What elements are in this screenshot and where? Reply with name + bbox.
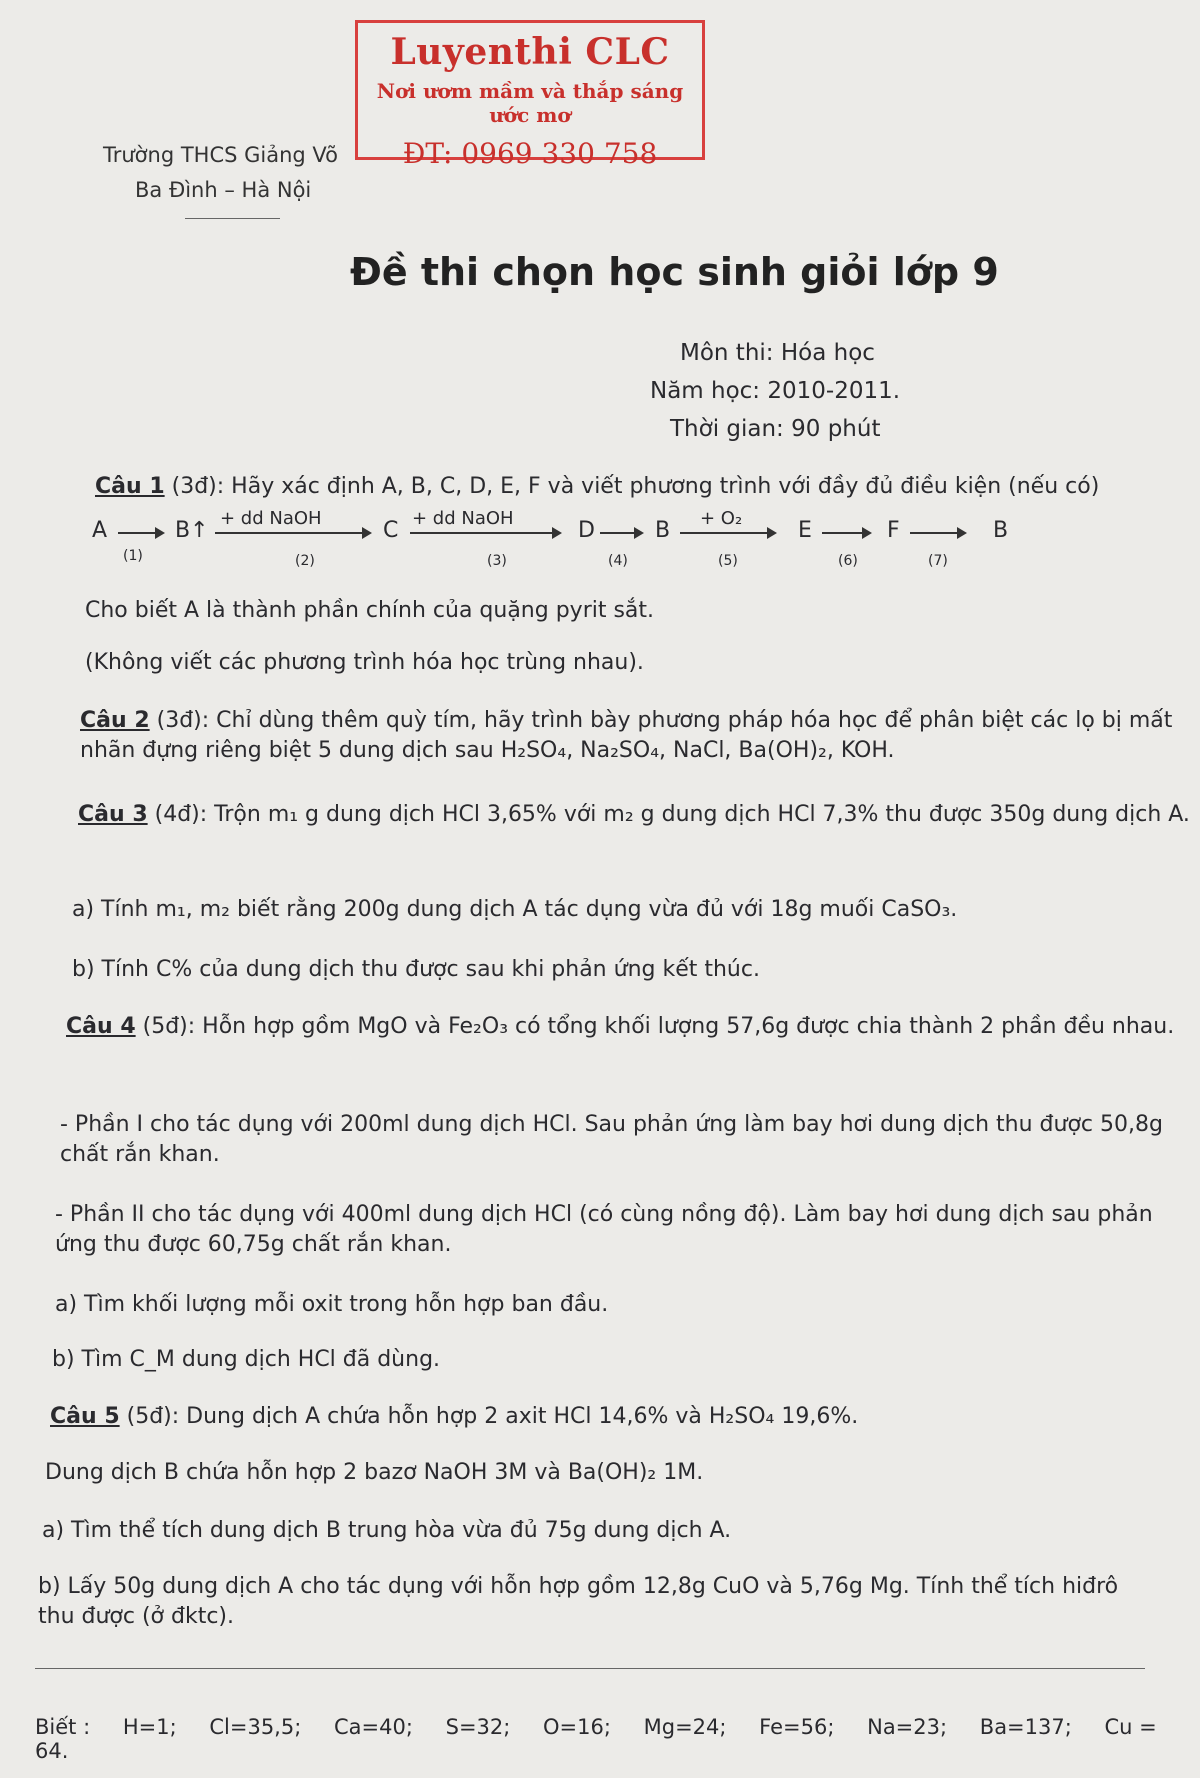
footer-divider xyxy=(35,1668,1145,1669)
mass-Cu: Cu = 64. xyxy=(35,1715,1157,1763)
chain-arrow-5 xyxy=(680,532,775,534)
q4-text: Hỗn hợp gồm MgO và Fe₂O₃ có tổng khối lượng 57,6g được chia thành 2 phần đều nhau. xyxy=(202,1014,1175,1039)
exam-duration: Thời gian: 90 phút xyxy=(670,416,881,442)
chain-arrow-2 xyxy=(215,532,370,534)
school-location: Ba Đình – Hà Nội xyxy=(135,178,312,202)
q3-label: Câu 3 xyxy=(78,802,148,827)
q5-text-2: Dung dịch B chứa hỗn hợp 2 bazơ NaOH 3M và Ba(OH)₂ 1M. xyxy=(45,1460,704,1485)
atomic-masses-label: Biết : xyxy=(35,1715,91,1739)
chain-arrow-1 xyxy=(118,532,163,534)
mass-Na: Na=23; xyxy=(867,1715,948,1739)
question-4 xyxy=(66,1012,1186,1042)
q4-question-a: a) Tìm khối lượng mỗi oxit trong hỗn hợp ban đầu. xyxy=(55,1292,609,1317)
question-2 xyxy=(80,706,1200,766)
q5-part-a: a) Tìm thể tích dung dịch B trung hòa vừa đủ 75g dung dịch A. xyxy=(42,1518,732,1543)
school-name: Trường THCS Giảng Võ xyxy=(103,143,339,167)
chain-step-3: (3) xyxy=(487,553,507,569)
chain-step-6: (6) xyxy=(838,553,858,569)
q5-part-b: b) Lấy 50g dung dịch A cho tác dụng với hỗn hợp gồm 12,8g CuO và 5,76g Mg. Tính thể tích hiđrô thu được (ở đktc). xyxy=(38,1574,1119,1629)
mass-Fe: Fe=56; xyxy=(759,1715,835,1739)
stamp-slogan: Nơi ươm mầm và thắp sáng ước mơ xyxy=(376,79,684,127)
q4-points: (5đ): xyxy=(142,1014,196,1039)
mass-O: O=16; xyxy=(543,1715,611,1739)
q2-text: Chỉ dùng thêm quỳ tím, hãy trình bày phương pháp hóa học để phân biệt các lọ bị mất nhãn đựng riêng biệt 5 dung dịch sau H₂SO₄, Na₂SO₄, NaCl, Ba(OH)₂, KOH. xyxy=(80,708,1173,763)
chain-arrow-4 xyxy=(600,532,642,534)
mass-Ba: Ba=137; xyxy=(979,1715,1072,1739)
chain-B3: B xyxy=(993,518,1009,543)
q5-label: Câu 5 xyxy=(50,1404,120,1429)
center-stamp xyxy=(355,20,705,170)
q4-part-1: - Phần I cho tác dụng với 200ml dung dịch HCl. Sau phản ứng làm bay hơi dung dịch thu được 50,8g chất rắn khan. xyxy=(60,1112,1163,1167)
gas-up-icon: ↑ xyxy=(190,518,209,543)
exam-title: Đề thi chọn học sinh giỏi lớp 9 xyxy=(350,250,999,294)
stamp-phone: ĐT: 0969 330 758 xyxy=(402,137,658,170)
chain-F: F xyxy=(887,518,900,543)
question-5 xyxy=(50,1402,1170,1432)
mass-Cl: Cl=35,5; xyxy=(209,1715,302,1739)
chain-step-1: (1) xyxy=(123,548,143,564)
chain-step-5: (5) xyxy=(718,553,738,569)
chain-C: C xyxy=(383,518,399,543)
chain-reagent-2: + dd NaOH xyxy=(220,508,322,529)
mass-Ca: Ca=40; xyxy=(333,1715,413,1739)
question-3 xyxy=(78,800,1198,830)
exam-subject: Môn thi: Hóa học xyxy=(680,340,875,366)
chain-reagent-3: + dd NaOH xyxy=(412,508,514,529)
q5-text: Dung dịch A chứa hỗn hợp 2 axit HCl 14,6% và H₂SO₄ 19,6%. xyxy=(186,1404,859,1429)
chain-reagent-5: + O₂ xyxy=(700,508,743,529)
q3-points: (4đ): xyxy=(154,802,208,827)
q1-label: Câu 1 xyxy=(95,474,165,499)
q1-points: (3đ): xyxy=(171,474,225,499)
mass-S: S=32; xyxy=(445,1715,511,1739)
q1-note-2: (Không viết các phương trình hóa học trùng nhau). xyxy=(85,650,644,675)
atomic-masses xyxy=(35,1715,1165,1763)
chain-B-letter: B xyxy=(175,518,191,543)
q3-text: Trộn m₁ g dung dịch HCl 3,65% với m₂ g dung dịch HCl 7,3% thu được 350g dung dịch A. xyxy=(214,802,1190,827)
chain-step-7: (7) xyxy=(928,553,948,569)
exam-year: Năm học: 2010-2011. xyxy=(650,378,901,404)
q4-part-2: - Phần II cho tác dụng với 400ml dung dịch HCl (có cùng nồng độ). Làm bay hơi dung dịch sau phản ứng thu được 60,75g chất rắn khan. xyxy=(55,1202,1153,1257)
q4-question-b: b) Tìm C_M dung dịch HCl đã dùng. xyxy=(52,1347,441,1372)
chain-A: A xyxy=(92,518,108,543)
chain-D: D xyxy=(578,518,595,543)
chain-B xyxy=(175,518,209,543)
mass-H: H=1; xyxy=(122,1715,177,1739)
school-underline xyxy=(185,218,280,219)
q4-label: Câu 4 xyxy=(66,1014,136,1039)
question-1 xyxy=(95,472,1200,502)
chain-B2: B xyxy=(655,518,671,543)
q3-part-b: b) Tính C% của dung dịch thu được sau khi phản ứng kết thúc. xyxy=(72,957,760,982)
chain-arrow-7 xyxy=(910,532,965,534)
chain-step-4: (4) xyxy=(608,553,628,569)
q3-part-a: a) Tính m₁, m₂ biết rằng 200g dung dịch A tác dụng vừa đủ với 18g muối CaSO₃. xyxy=(72,897,958,922)
q5-points: (5đ): xyxy=(126,1404,180,1429)
chain-step-2: (2) xyxy=(295,553,315,569)
q2-points: (3đ): xyxy=(156,708,210,733)
q1-note-1: Cho biết A là thành phần chính của quặng pyrit sắt. xyxy=(85,598,655,623)
stamp-name: Luyenthi CLC xyxy=(390,31,670,73)
chain-arrow-6 xyxy=(822,532,870,534)
q2-label: Câu 2 xyxy=(80,708,150,733)
chain-arrow-3 xyxy=(410,532,560,534)
q1-text: Hãy xác định A, B, C, D, E, F và viết phương trình với đầy đủ điều kiện (nếu có) xyxy=(231,474,1100,499)
mass-Mg: Mg=24; xyxy=(643,1715,727,1739)
chain-E: E xyxy=(798,518,812,543)
